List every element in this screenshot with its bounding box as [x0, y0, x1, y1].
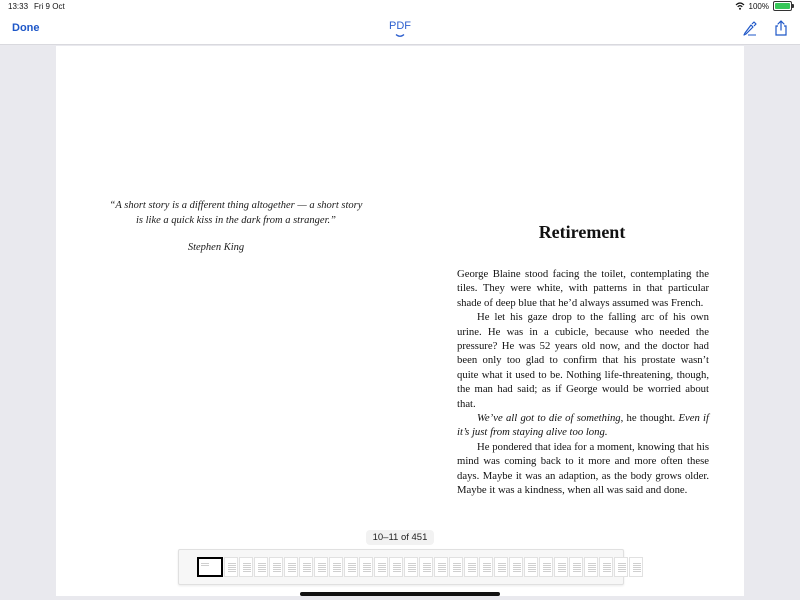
battery-fill: [775, 3, 790, 9]
page-indicator: 10–11 of 451: [366, 530, 434, 545]
thumbnail[interactable]: [569, 557, 583, 577]
thumbnail[interactable]: [284, 557, 298, 577]
thumbnail[interactable]: [239, 557, 253, 577]
paragraph-3-thought: We’ve all got to die of something: [477, 412, 621, 425]
status-date: Fri 9 Oct: [34, 2, 65, 11]
thumbnail[interactable]: [224, 557, 238, 577]
thumbnail[interactable]: [389, 557, 403, 577]
thumbnail[interactable]: [494, 557, 508, 577]
thumbnail[interactable]: [509, 557, 523, 577]
chevron-down-icon[interactable]: [392, 34, 408, 38]
document-title[interactable]: PDF: [389, 20, 411, 32]
thumbnail[interactable]: [479, 557, 493, 577]
status-time: 13:33: [8, 2, 29, 11]
thumbnail[interactable]: [299, 557, 313, 577]
markup-pen-icon[interactable]: [742, 20, 758, 36]
pdf-page-spread[interactable]: [56, 46, 744, 596]
paragraph-4: He pondered that idea for a moment, knowing that his mind was coming back to it more and more often these days. Maybe it was an adaption, as the body grows older. Maybe it was a kindness, when all was said and done.: [457, 440, 709, 497]
thumbnail-list[interactable]: [197, 557, 643, 577]
thumbnail[interactable]: [539, 557, 553, 577]
nav-bar: [0, 14, 800, 45]
thumbnail[interactable]: [524, 557, 538, 577]
thumbnail[interactable]: [314, 557, 328, 577]
epigraph-author: Stephen King: [187, 242, 245, 253]
thumbnail[interactable]: [404, 557, 418, 577]
thumbnail[interactable]: [374, 557, 388, 577]
thumbnail[interactable]: [344, 557, 358, 577]
page-thumbnail-scrubber[interactable]: [178, 549, 624, 585]
thumbnail[interactable]: [434, 557, 448, 577]
wifi-icon: [735, 2, 745, 10]
epigraph-quote: [86, 198, 386, 228]
story-text: [457, 267, 709, 498]
paragraph-1: George Blaine stood facing the toilet, contemplating the tiles. They were white, with patterns in that particular shade of deep blue that he’d always assumed was French.: [457, 268, 709, 309]
status-bar: [0, 0, 800, 14]
thumbnail[interactable]: [329, 557, 343, 577]
chapter-title: Retirement: [538, 222, 626, 242]
paragraph-3: [457, 411, 709, 440]
thumbnail-selected[interactable]: [197, 557, 223, 577]
thumbnail[interactable]: [584, 557, 598, 577]
thumbnail[interactable]: [359, 557, 373, 577]
share-icon[interactable]: [774, 20, 788, 36]
done-button[interactable]: Done: [12, 22, 40, 34]
thumbnail[interactable]: [599, 557, 613, 577]
thumbnail[interactable]: [269, 557, 283, 577]
status-right: [735, 1, 792, 11]
thumbnail[interactable]: [464, 557, 478, 577]
paragraph-3-plain: , he thought.: [620, 412, 679, 425]
battery-icon: [773, 1, 792, 11]
battery-percentage: 100%: [748, 1, 769, 11]
thumbnail[interactable]: [614, 557, 628, 577]
thumbnail[interactable]: [254, 557, 268, 577]
thumbnail[interactable]: [449, 557, 463, 577]
epigraph-line-1: “A short story is a different thing altogether — a short story: [109, 200, 363, 211]
paragraph-3-thought-end: Even if it’s just from staying alive too long.: [457, 412, 709, 439]
thumbnail[interactable]: [554, 557, 568, 577]
thumbnail[interactable]: [629, 557, 643, 577]
paragraph-2: He let his gaze drop to the falling arc of his own urine. He was in a cubicle, because who needed the pressure? He was 52 years old now, and the doctor had been only too glad to confirm that his prostate wasn’t quite what it used to be. Nothing life-threatening, though, the man had said; as if George would be worried about that.: [457, 311, 709, 410]
thumbnail[interactable]: [419, 557, 433, 577]
home-indicator[interactable]: [300, 592, 500, 596]
epigraph-line-2: is like a quick kiss in the dark from a stranger.”: [136, 215, 336, 226]
